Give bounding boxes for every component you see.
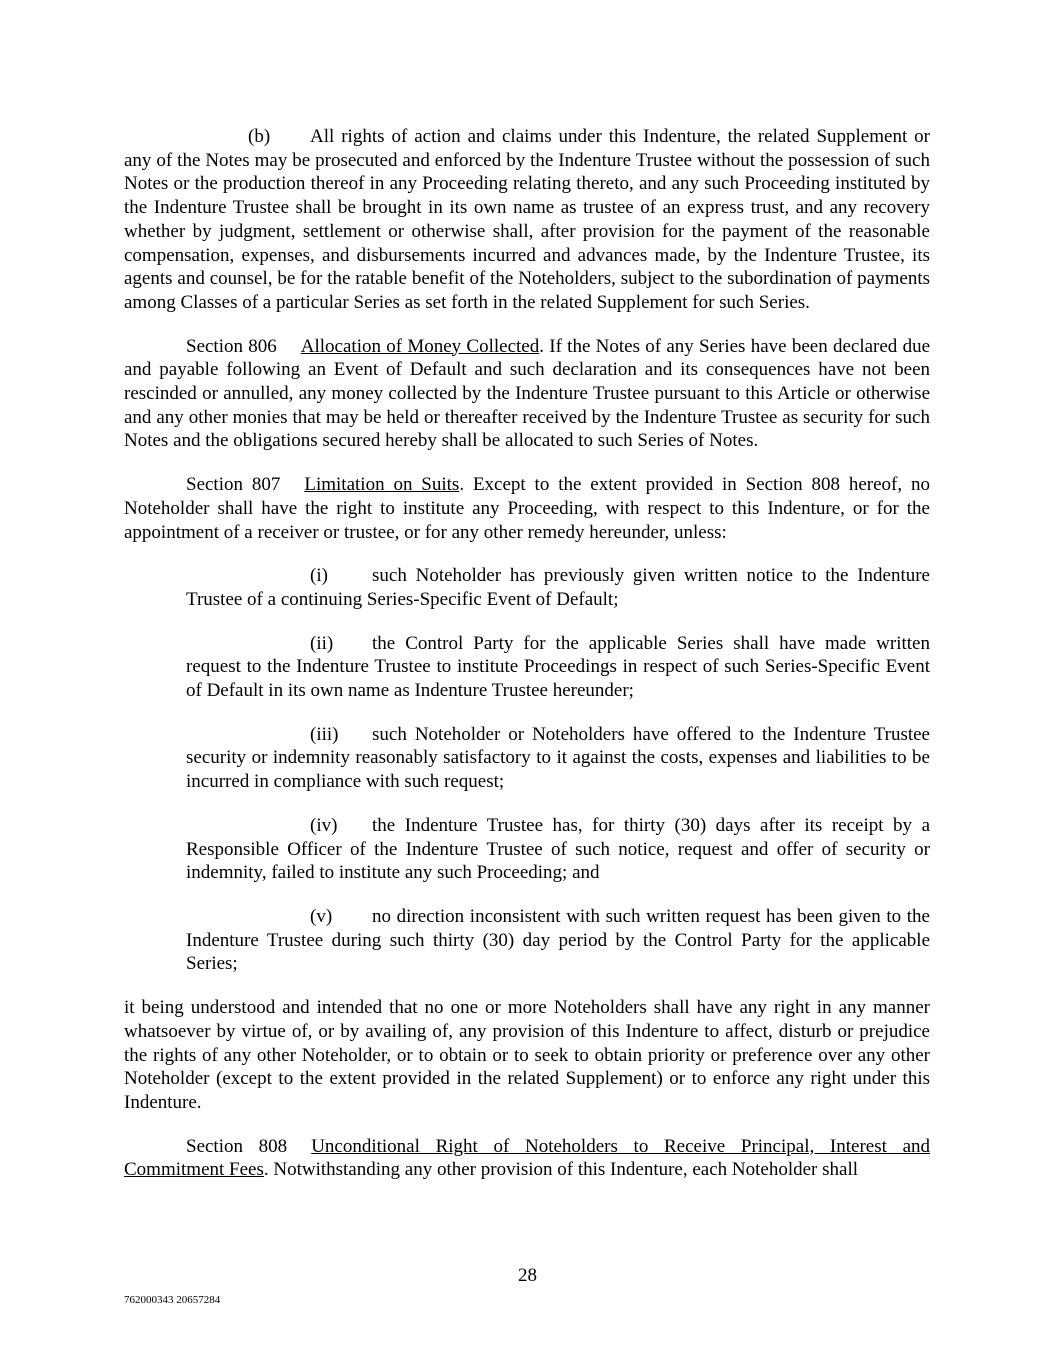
list-marker: (v)	[310, 905, 333, 927]
list-text: such Noteholder has previously given written notice to the Indenture Trustee of a continuing Series-Specific Event of Default;	[186, 565, 930, 610]
section-807-closing: it being understood and intended that no one or more Noteholders shall have any right in any manner whatsoever by virtue of, or by availing of, any provision of this Indenture to affect, disturb or prejudice the rights of any other Noteholder, or to obtain or to seek to obtain priority or preference over any other Noteholder (except to the extent provided in the related Supplement) or to enforce any right under this Indenture.	[124, 997, 930, 1113]
paragraph-text: All rights of action and claims under this Indenture, the related Supplement or any of the Notes may be prosecuted and enforced by the Indenture Trustee without the possession of such Notes or the production thereof in any Proceeding relating thereto, and any such Proceeding instituted by the Indenture Trustee shall be brought in its own name as trustee of an express trust, and any recovery whether by judgment, settlement or otherwise shall, after provision for the payment of the reasonable compensation, expenses, and disbursements incurred and advances made, by the Indenture Trustee, its agents and counsel, be for the ratable benefit of the Noteholders, subject to the subordination of payments among Classes of a particular Series as set forth in the related Supplement for such Series.	[124, 126, 930, 313]
list-item-iii	[186, 723, 930, 794]
paragraph-marker: (b)	[248, 126, 271, 147]
list-marker: (ii)	[310, 632, 334, 654]
list-item-iv	[186, 814, 930, 885]
list-text: no direction inconsistent with such written request has been given to the Indenture Trustee during such thirty (30) day period by the Control Party for the applicable Series;	[186, 905, 930, 975]
list-text: such Noteholder or Noteholders have offered to the Indenture Trustee security or indemnity reasonably satisfactory to it against the costs, expenses and liabilities to be incurred in compliance with such request;	[186, 723, 930, 793]
section-heading: Limitation on Suits	[304, 474, 460, 496]
section-number: Section 808	[186, 1135, 288, 1157]
section-number: Section 807	[186, 474, 281, 496]
paragraph-b	[124, 125, 930, 315]
section-text: . Except to the extent provided in Section 808 hereof, no Noteholder shall have the right to institute any Proceeding, with respect to this Indenture, or for the appointment of a receiver or trustee, or for any other remedy hereunder, unless:	[124, 474, 930, 543]
section-heading: Allocation of Money Collected	[300, 335, 540, 357]
list-item-ii	[186, 632, 930, 703]
section-number: Section 806	[186, 335, 277, 357]
page-number: 28	[518, 1265, 537, 1286]
section-806	[124, 335, 930, 454]
section-808	[124, 1135, 930, 1182]
document-body	[124, 125, 930, 1202]
list-text: the Control Party for the applicable Series shall have made written request to the Indenture Trustee to institute Proceedings in respect of such Series-Specific Event of Default in its own name as Indenture Trustee hereunder;	[186, 632, 930, 702]
section-heading: Unconditional Right of Noteholders to Receive Principal, Interest and Commitment Fees	[124, 1135, 931, 1181]
list-item-v	[186, 905, 930, 976]
section-807	[124, 473, 930, 544]
list-text: the Indenture Trustee has, for thirty (30) days after its receipt by a Responsible Officer of the Indenture Trustee of such notice, request and offer of security or indemnity, failed to institute any such Proceeding; and	[186, 814, 930, 884]
list-marker: (i)	[310, 565, 328, 587]
section-text: . Notwithstanding any other provision of this Indenture, each Noteholder shall	[263, 1159, 859, 1181]
list-item-i	[186, 564, 930, 611]
list-marker: (iv)	[310, 814, 338, 836]
document-id: 762000343 20657284	[124, 1294, 221, 1306]
list-marker: (iii)	[310, 723, 339, 745]
section-text: . If the Notes of any Series have been declared due and payable following an Event of Default and such declaration and its consequences have not been rescinded or annulled, any money collected by the Indenture Trustee pursuant to this Article or otherwise and any other monies that may be held or thereafter received by the Indenture Trustee as security for such Notes and the obligations secured hereby shall be allocated to such Series of Notes.	[124, 335, 931, 452]
